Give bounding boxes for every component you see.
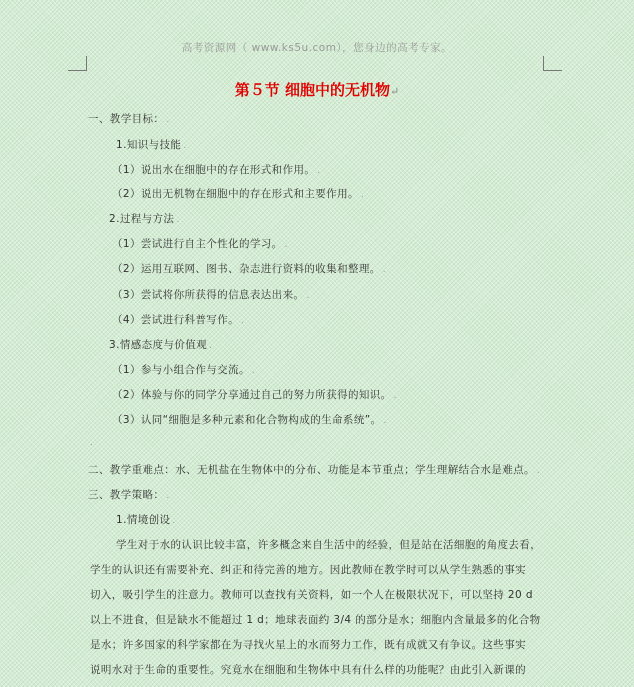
list-item: （3）认同“细胞是多种元素和化合物构成的生命系统”。 . [112, 414, 387, 426]
subheading-attitude: 3.情感态度与价值观 . [109, 339, 213, 351]
paragraph-line: 说明水对于生命的重要性。究竟水在细胞和生物体中具有什么样的功能呢？由此引入新课的 [90, 664, 526, 676]
paragraph-line: 切入，吸引学生的注意力。教师可以查找有关资料，如一个人在极限状况下，可以坚持 20 d [90, 589, 533, 601]
section-heading-strategy: 三、教学策略： . [88, 489, 170, 501]
list-item: （2）体验与你的同学分享通过自己的努力所获得的知识。 . [112, 389, 397, 401]
paragraph-line: 是水；许多国家的科学家都在为寻找火星上的水而努力工作，既有成就又有争议。这些事实 [90, 639, 526, 651]
title-text: 第５节 细胞中的无机物 [234, 81, 390, 99]
paragraph-mark-icon: . [240, 316, 245, 326]
paragraph-mark-icon: . [284, 240, 288, 250]
paragraph-mark-icon: . [536, 466, 541, 476]
paragraph-mark-icon: . [360, 190, 365, 200]
margin-corner-right [543, 56, 562, 71]
subheading-knowledge: 1.知识与技能 . [116, 139, 187, 151]
paragraph-mark-icon: . [393, 391, 397, 401]
paragraph-mark-icon: . [176, 215, 180, 225]
list-item: （2）运用互联网、图书、杂志进行资料的收集和整理。 . [112, 263, 386, 275]
subheading-scenario: 1.情境创设 . [116, 514, 176, 526]
margin-corner-left [68, 56, 87, 71]
list-item: （1）尝试进行自主个性化的学习。 . [112, 238, 288, 250]
paragraph-mark-icon: . [209, 341, 213, 351]
paragraph-mark-icon: . [183, 141, 187, 151]
paragraph-line: 学生的认识还有需要补充、纠正和待完善的地方。因此教师在教学时可以从学生熟悉的事实 [90, 564, 526, 576]
paragraph-mark-icon: . [306, 291, 310, 301]
list-item: （3）尝试将你所获得的信息表达出来。 . [112, 289, 310, 301]
paragraph-mark-icon: . [317, 166, 321, 176]
document-title [0, 79, 634, 100]
paragraph-mark-icon: . [251, 366, 256, 376]
paragraph-mark-icon: . [90, 438, 94, 448]
paragraph-mark-icon: . [166, 115, 170, 125]
paragraph-line: 以上不进食，但是缺水不能超过 1 d；地球表面约 3/4 的部分是水；细胞内含量最多的化合物 [90, 614, 541, 626]
list-item: （1）说出水在细胞中的存在形式和作用。 . [112, 164, 321, 176]
section-heading-key-points: 二、教学重难点：水、无机盐在生物体中的分布、功能是本节重点；学生理解结合水是难点。 . [88, 464, 541, 476]
paragraph-mark-icon: . [172, 516, 176, 526]
paragraph-mark-icon: . [383, 416, 387, 426]
paragraph-line: 学生对于水的认识比较丰富，许多概念来自生活中的经验，但是站在活细胞的角度去看， [116, 539, 542, 551]
paragraph-mark-icon: ↵ [390, 85, 400, 98]
section-heading-objectives: 一、教学目标： . [88, 113, 170, 125]
list-item: （1）参与小组合作与交流。 . [112, 364, 256, 376]
paragraph-mark-icon: . [166, 491, 170, 501]
list-item: （4）尝试进行科普写作。 . [112, 314, 245, 326]
page-header: 高考资源网（ www.ks5u.com），您身边的高考专家。 [181, 42, 453, 54]
empty-line [88, 436, 93, 448]
paragraph-mark-icon: . [382, 265, 386, 275]
list-item: （2）说出无机物在细胞中的存在形式和主要作用。 . [112, 188, 365, 200]
subheading-process: 2.过程与方法 . [109, 213, 180, 225]
